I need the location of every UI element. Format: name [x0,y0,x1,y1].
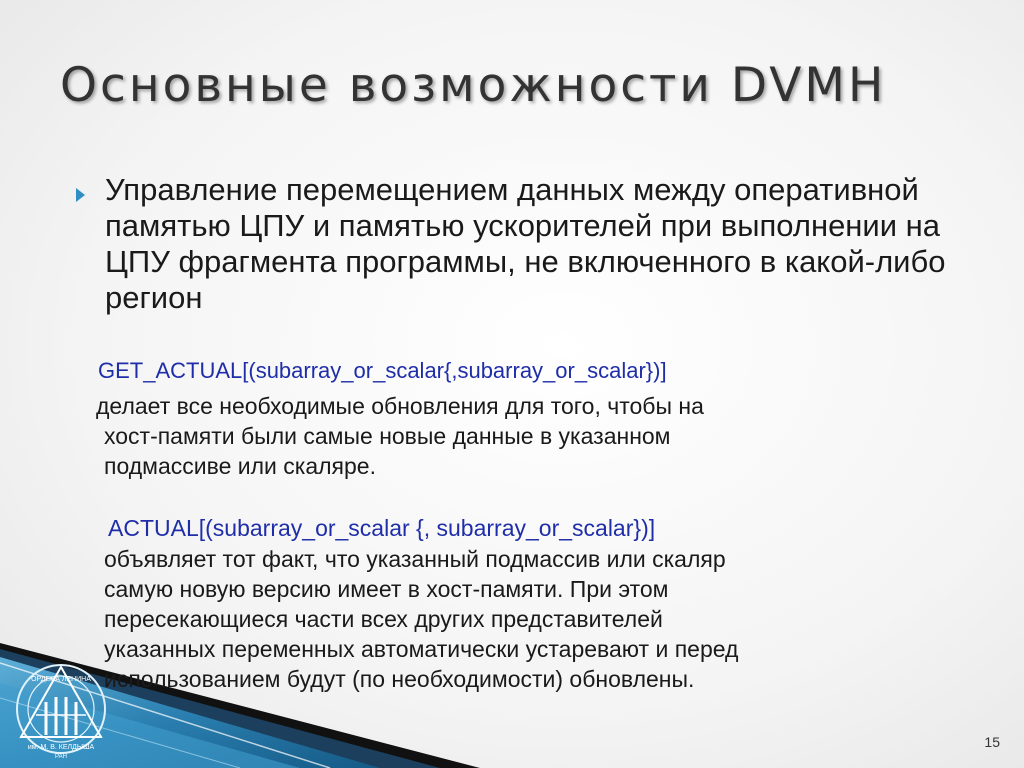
logo-text-top: ОРДЕНА ЛЕНИНА [31,676,91,683]
triangle-right-icon [76,188,85,202]
page-number: 15 [984,734,1000,750]
actual-code: ACTUAL[(subarray_or_scalar {, subarray_or_scalar})] [108,515,656,541]
logo-text-ran: РАН [55,754,67,760]
slide-title: Основные возможности DVMH [60,58,887,113]
logo-text-bottom: им. М. В. КЕЛДЫША [27,744,95,751]
get-actual-description: делает все необходимые обновления для того, чтобы на хост-памяти были самые новые данные в указанном подмассиве или скаляре. [96,393,704,479]
get-actual-code: GET_ACTUAL[(subarray_or_scalar{,subarray_or_scalar})] [98,358,667,383]
bullet-text: Управление перемещением данных между оперативной памятью ЦПУ и памятью ускорителей при выполнении на ЦПУ фрагмента программы, не включенного в какой-либо регион [105,172,946,315]
actual-description: объявляет тот факт, что указанный подмассив или скаляр самую новую версию имеет в хост-памяти. При этом пересекающиеся части всех других представителей указанных переменных автоматически устаревают и перед использованием будут (по необходимости) обновлены. [104,546,739,692]
institute-logo-icon [6,657,116,762]
